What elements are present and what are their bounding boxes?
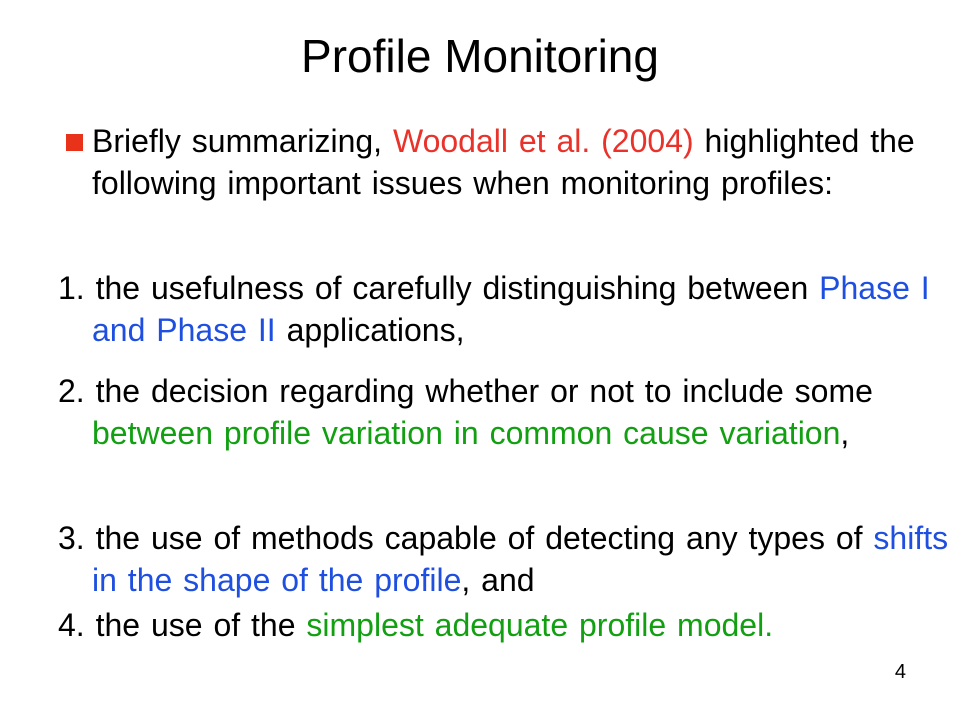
intro-bullet — [58, 120, 952, 204]
square-bullet-icon — [66, 134, 83, 151]
intro-text-pre: Briefly summarizing, — [92, 123, 393, 159]
list-item-text: the use of the — [84, 607, 307, 643]
intro-text-post: highlighted the following important issues when monitoring profiles: — [92, 123, 915, 201]
list-item-number: 1. — [58, 270, 85, 306]
list-item-number: 3. — [58, 520, 85, 556]
list-item-highlight: between profile variation in common cause variation — [92, 415, 841, 451]
slide-title: Profile Monitoring — [301, 30, 659, 82]
list-item-highlight: simplest adequate profile model. — [306, 607, 774, 643]
list-item-text-end: , — [840, 415, 850, 451]
list-item-text-end: , and — [461, 562, 535, 598]
list-item-2 — [58, 370, 952, 454]
list-item-highlight: shifts in the shape of the profile — [92, 520, 949, 598]
list-item-highlight: Phase I and Phase II — [92, 270, 930, 348]
list-item-number: 2. — [58, 373, 85, 409]
list-item-1 — [58, 267, 952, 351]
list-item-text: the use of methods capable of detecting any types of — [84, 520, 874, 556]
page-number: 4 — [894, 661, 906, 683]
list-item-text: the usefulness of carefully distinguishing between — [84, 270, 820, 306]
citation-text: Woodall et al. (2004) — [392, 123, 694, 159]
list-item-text-end: applications, — [275, 312, 465, 348]
list-item-text: the decision regarding whether or not to include some — [84, 373, 873, 409]
list-item-4 — [58, 604, 952, 646]
list-item-3 — [58, 517, 952, 601]
list-item-number: 4. — [58, 607, 85, 643]
